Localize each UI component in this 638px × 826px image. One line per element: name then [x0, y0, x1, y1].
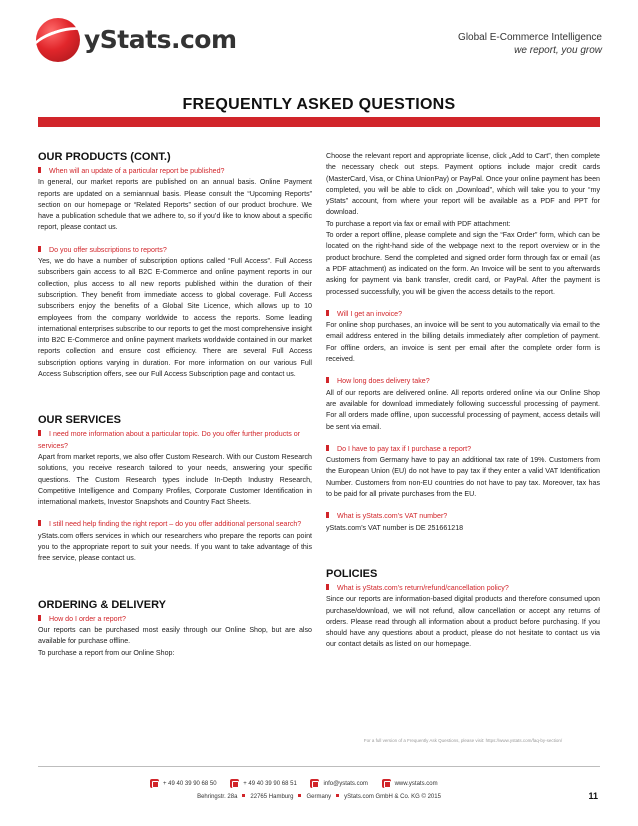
separator-icon [298, 794, 301, 797]
question: Do you offer subscriptions to reports? [38, 245, 312, 256]
email-icon [310, 779, 319, 788]
answer: yStats.com offers services in which our researchers who prepare the reports can point you to the appropriate report to suit your needs. If you want to take advantage of this free service, please contact us. [38, 531, 312, 563]
footer-phone: + 49 40 39 90 68 50 [150, 779, 217, 788]
answer: In general, our market reports are published on an annual basis. Online Payment reports are updated on a semiannual basis. Please consult the “Upcoming Reports” section on our homepage or “Related Reports” section of our product brochure. We have a publication schedule that we adhere to, so if you’d like to know about a specific report, please contact us. [38, 178, 312, 232]
answer: All of our reports are delivered online. All reports ordered online via our Online Shop are available for download immediately following successful processing of payment. For all orders made offline, upon successful processing of payment, access details will be sent via email. [326, 388, 600, 431]
bullet-icon [326, 310, 329, 316]
answer: Since our reports are information-based digital products and therefore consumed upon purchase/download, we will not refund, allow cancellation or accept any returns of orders. Please read through all information about a product before purchasing. If you should have any questions about a product, please do not hesitate to contact us via our contact details as listed on our homepage. [326, 595, 600, 649]
left-column [38, 150, 312, 659]
phone-icon [150, 779, 159, 788]
fax-icon [230, 779, 239, 788]
bullet-icon [326, 445, 329, 451]
section-title-ordering: ORDERING & DELIVERY [38, 598, 166, 611]
tagline-text: Global E-Commerce Intelligence [458, 32, 602, 43]
bullet-icon [38, 615, 41, 621]
bullet-icon [326, 512, 329, 518]
question: What is yStats.com’s return/refund/cancellation policy? [326, 583, 600, 594]
tagline [458, 31, 602, 57]
paragraph: To purchase a report via fax or email with PDF attachment: [326, 219, 511, 228]
header [0, 0, 638, 70]
bullet-icon [326, 584, 329, 590]
question: I still need help finding the right report – do you offer additional personal search? [38, 519, 312, 530]
footer-fax: + 49 40 39 90 68 51 [230, 779, 297, 788]
footer-divider [38, 766, 600, 767]
footer-address: Behringstr. 28a 22765 Hamburg Germany yStats.com GmbH & Co. KG © 2015 [197, 794, 441, 800]
question: Will I get an invoice? [326, 309, 600, 320]
bullet-icon [326, 377, 329, 383]
globe-icon [382, 779, 391, 788]
title-divider [38, 117, 600, 127]
separator-icon [336, 794, 339, 797]
bullet-icon [38, 520, 41, 526]
question: I need more information about a particular topic. Do you offer further products or services? [38, 430, 301, 450]
footer-email[interactable]: info@ystats.com [310, 779, 367, 788]
question: When will an update of a particular report be published? [38, 166, 312, 177]
separator-icon [242, 794, 245, 797]
answer: To purchase a report from our Online Shop: [38, 648, 175, 657]
answer: For online shop purchases, an invoice will be sent to you automatically via email to the email address entered in the billing details immediately after completion of payment. For offline orders, an invoice is sent per email after the complete order form is received. [326, 321, 600, 364]
section-title-services: OUR SERVICES [38, 414, 121, 427]
page-title: FREQUENTLY ASKED QUESTIONS [182, 96, 456, 113]
answer: Customers from Germany have to pay an additional tax rate of 19%. Customers from the European Union (EU) do not have to pay tax if they enter a valid VAT Identification Number. Customers from non-EU countries do not have to pay tax. Moreover, tax has to be paid for all private purchases from the EU. [326, 456, 600, 499]
footer-web[interactable]: www.ystats.com [382, 779, 438, 788]
slogan: we report, you grow [514, 45, 602, 56]
section-title-products: OUR PRODUCTS (CONT.) [38, 151, 171, 163]
paragraph: Choose the relevant report and appropriate license, click „Add to Cart”, then complete the necessary check out steps. Payment options include major credit cards (MasterCard, Visa, or China UnionPay) or PayPal. Once your online payment has been completed, you will be able to click on „Download”, which will take you to your “my yStats” account, from where your report will be available as a PDF and PPT for download. [326, 152, 600, 217]
answer: Apart from market reports, we also offer Custom Research. With our Custom Research solutions, you receive research tailored to your needs, answering your specific questions. The Custom Research types include In-Depth Industry Research, Competitive Intelligence and Company Profiles, Corporate Customer Identification in international markets, Investor Snapshots and Country Fact Sheets. [38, 452, 312, 507]
paragraph: To order a report offline, please complete and sign the “Fax Order” form, which can be located on the right-hand side of the webpage next to the report overview or in the product brochure. Send the completed and signed order form through fax or email (as a PDF attachment) as indicated on the form. An Invoice will be sent to you afterwards asking for payment via bank transfer, credit card, or PayPal. After the payment is processed successfully, you will be given the access details to the report. [326, 231, 600, 296]
faq-link-footnote[interactable]: For a full version of a Frequently Ask Questions, please visit: https://www.ystats.com/faq-by-section/ [363, 738, 563, 743]
bullet-icon [38, 430, 41, 436]
question: What is yStats.com’s VAT number? [326, 511, 600, 522]
section-title-policies: POLICIES [326, 567, 378, 580]
footer-contacts [150, 779, 490, 790]
question: Do I have to pay tax if I purchase a report? [326, 444, 600, 455]
answer: Yes, we do have a number of subscription options called “Full Access”. Full Access subscribers gain access to all B2C E-Commerce and online payment reports in our collection, plus access to all new reports published within the duration of their subscription. They benefit from immediate access to global coverage. Full Access subscribers enjoy the benefits of a Global Site Licence, which allows up to 10 employees from the company worldwide to access the reports. Some leading international enterprises subscribe to our reports to get the most comprehensive insight into B2C E-Commerce and online payment markets worldwide contained in our market reports collection and ensure cost efficiency. There are several Full Access subscription options varying in duration. For more information on our various Full Access Subscription offers, see our Full Access Subscription page and contact us. [38, 257, 312, 379]
bullet-icon [38, 167, 41, 173]
right-column [326, 151, 600, 651]
logo-text: yStats.com [84, 25, 237, 54]
bullet-icon [38, 246, 41, 252]
answer: Our reports can be purchased most easily through our Online Shop, but are also available for purchase offline. [38, 625, 312, 646]
question: How do I order a report? [38, 614, 312, 625]
answer: yStats.com’s VAT number is DE 251661218 [326, 523, 464, 532]
question: How long does delivery take? [326, 376, 600, 387]
page-number: 11 [588, 791, 598, 801]
